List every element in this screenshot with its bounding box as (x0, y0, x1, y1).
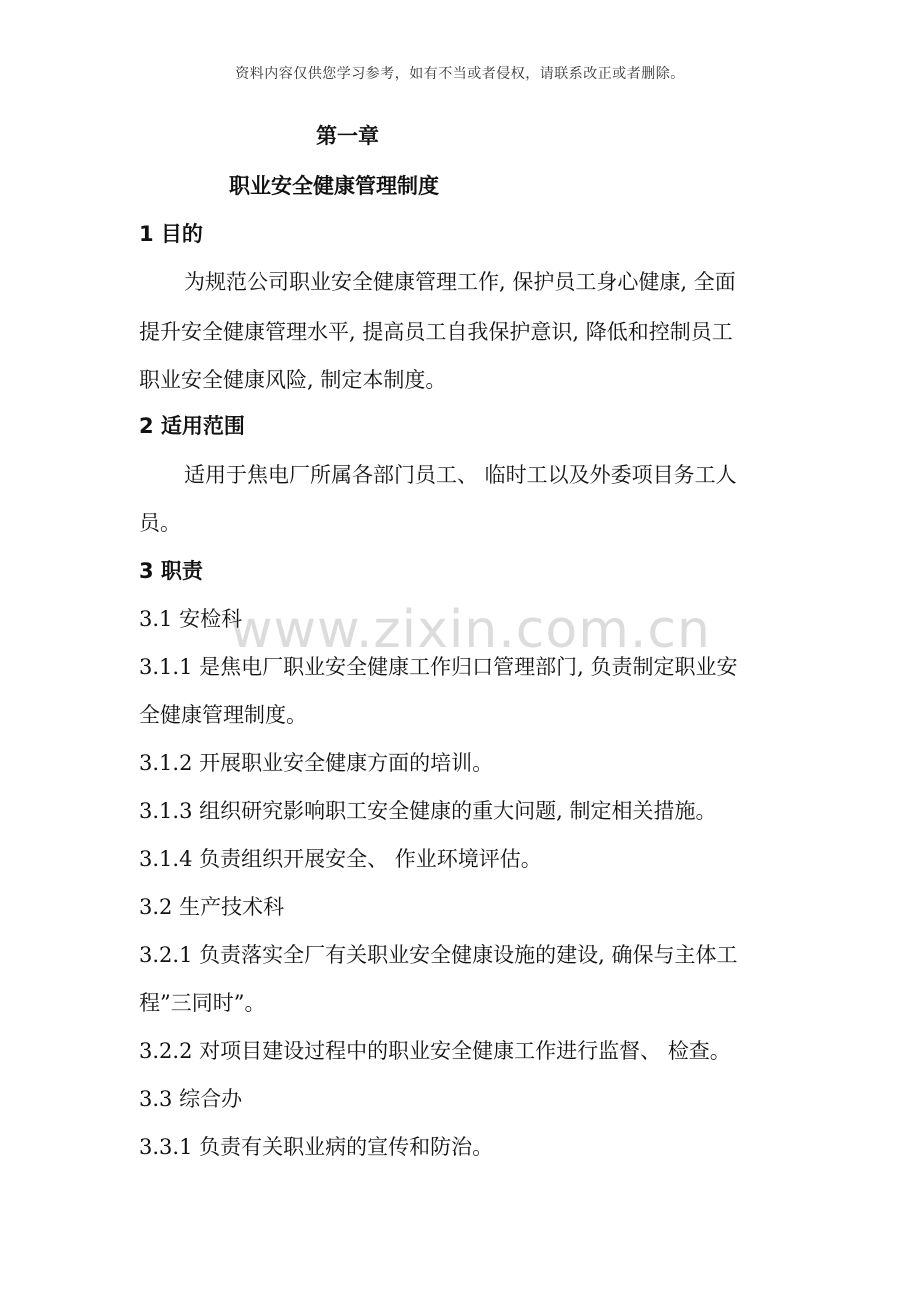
list-item: 3.2.1 负责落实全厂有关职业安全健康设施的建设, 确保与主体工 (139, 943, 738, 967)
header-disclaimer: 资料内容仅供您学习参考，如有不当或者侵权，请联系改正或者删除。 (235, 66, 685, 82)
chapter-title: 第一章 (316, 124, 379, 148)
list-item: 3.3 综合办 (139, 1087, 243, 1111)
list-item: 3.1.2 开展职业安全健康方面的培训。 (139, 751, 494, 775)
paragraph-line: 提升安全健康管理水平, 提高员工自我保护意识, 降低和控制员工 (139, 320, 733, 344)
paragraph-line: 职业安全健康风险, 制定本制度。 (139, 368, 447, 392)
list-item: 3.2.2 对项目建设过程中的职业安全健康工作进行监督、 检查。 (139, 1039, 731, 1063)
document-title: 职业安全健康管理制度 (229, 174, 439, 198)
list-item: 3.1.1 是焦电厂职业安全健康工作归口管理部门, 负责制定职业安 (139, 655, 738, 679)
list-item: 程”三同时”。 (139, 991, 266, 1015)
list-item: 3.3.1 负责有关职业病的宣传和防治。 (139, 1135, 494, 1159)
watermark: www.zixin.com.cn (230, 600, 711, 660)
list-item: 3.1.4 负责组织开展安全、 作业环境评估。 (139, 847, 542, 871)
section-heading-purpose: 1 目的 (139, 222, 203, 246)
section-heading-scope: 2 适用范围 (139, 414, 245, 438)
list-item: 3.1.3 组织研究影响职工安全健康的重大问题, 制定相关措施。 (139, 799, 717, 823)
list-item: 3.1 安检科 (139, 607, 243, 631)
paragraph-line: 为规范公司职业安全健康管理工作, 保护员工身心健康, 全面 (184, 270, 736, 294)
paragraph-line: 员。 (139, 511, 181, 535)
section-heading-duties: 3 职责 (139, 559, 203, 583)
paragraph-line: 适用于焦电厂所属各部门员工、 临时工以及外委项目务工人 (184, 463, 737, 487)
list-item: 3.2 生产技术科 (139, 895, 285, 919)
list-item: 全健康管理制度。 (139, 703, 307, 727)
